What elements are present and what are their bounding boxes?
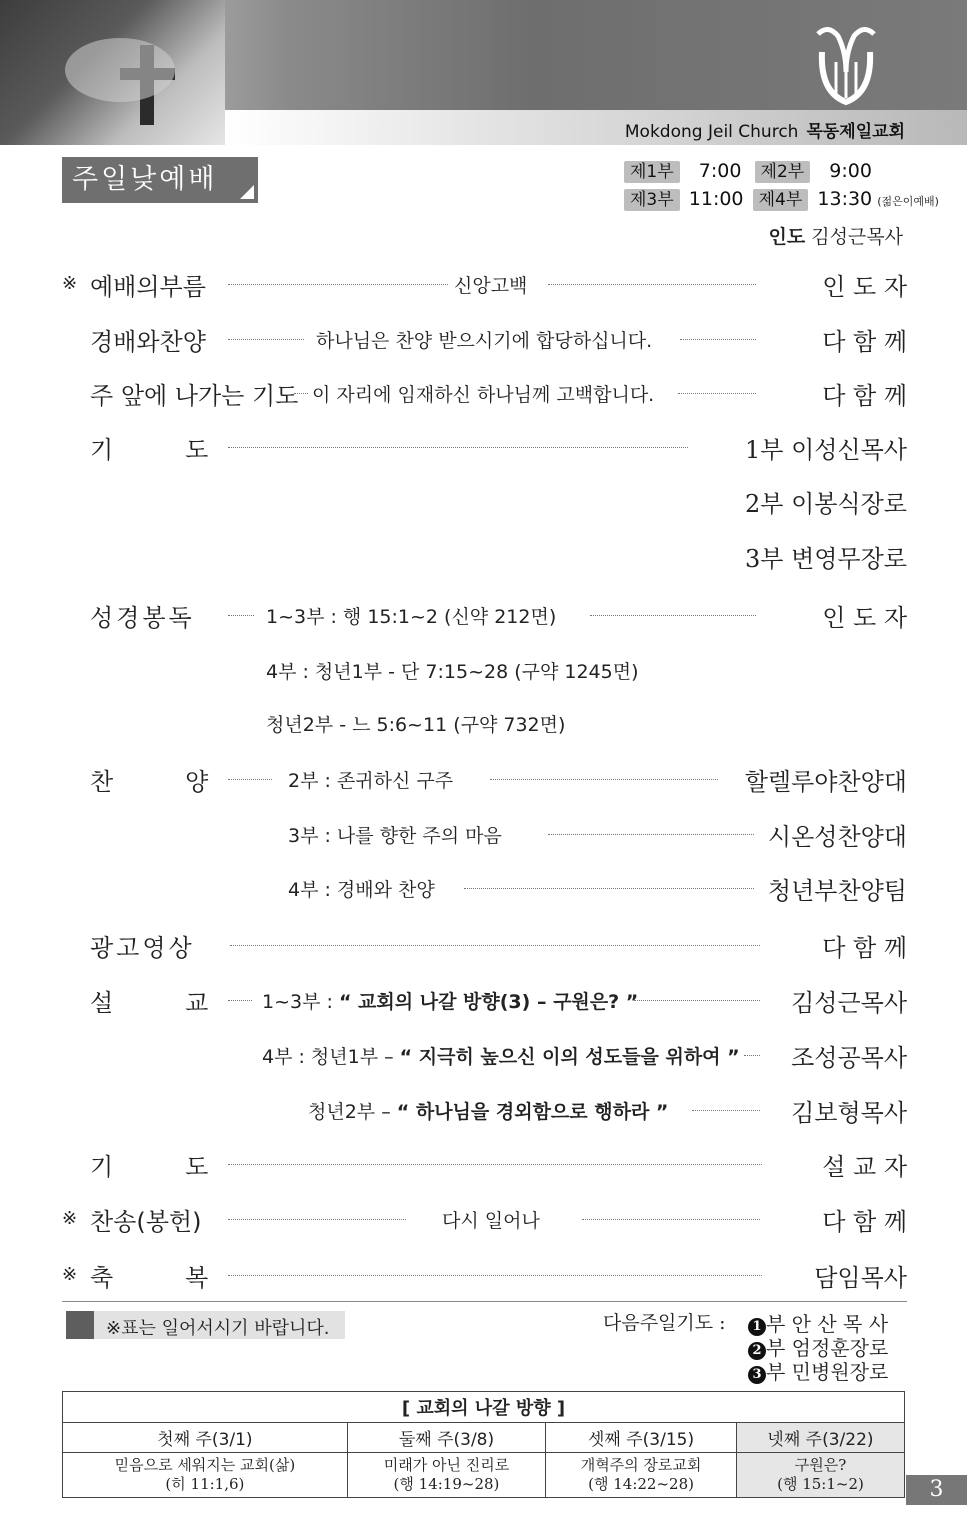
- order-detail: 다시 일어나: [442, 1210, 540, 1232]
- table-title: [ 교회의 나갈 방향 ]: [63, 1392, 905, 1423]
- leader-dots: [548, 284, 756, 285]
- schedule-label: 제3부: [624, 189, 680, 211]
- order-responsible: 다 함 께: [822, 934, 907, 962]
- stand-mark: ※: [62, 1264, 78, 1285]
- leader-dots: [228, 447, 688, 448]
- order-label: 찬 양: [90, 768, 209, 796]
- title-corner-mark: [240, 185, 254, 199]
- week-topic: 미래가 아닌 진리로: [383, 1456, 510, 1474]
- leader-dots: [228, 1164, 762, 1165]
- number-badge: 3: [748, 1366, 766, 1384]
- week-header: 넷째 주(3/22): [736, 1423, 904, 1453]
- next-prayer-text: 부 민병원장로: [766, 1360, 889, 1384]
- schedule-time: 13:30: [817, 188, 873, 210]
- order-sermon-3: [62, 1091, 907, 1131]
- stand-note-square: [66, 1311, 94, 1339]
- next-prayer-text: 부 안 산 목 사: [766, 1312, 889, 1336]
- week-topic-cell: [736, 1453, 904, 1498]
- prayer-leader-3: 3부 변영무장로: [744, 545, 907, 573]
- number-badge: 1: [748, 1318, 766, 1336]
- schedule-note: (젊은이예배): [877, 195, 939, 208]
- order-benediction: [62, 1256, 907, 1296]
- schedule-time: 7:00: [698, 160, 742, 182]
- order-responsible: 인 도 자: [822, 604, 907, 632]
- order-responsible: 인 도 자: [822, 273, 907, 301]
- leader-label: 인도: [768, 226, 806, 248]
- leader-dots: [744, 1055, 760, 1056]
- order-closing-prayer: [62, 1145, 907, 1185]
- order-hymn: [62, 1200, 907, 1240]
- order-responsible: 다 함 께: [822, 328, 907, 356]
- leader-dots: [490, 779, 718, 780]
- choir-song: 4부 : 경배와 찬양: [288, 879, 435, 901]
- order-announcement: [62, 926, 907, 966]
- leader-dots: [678, 393, 756, 394]
- week-topic-cell: [63, 1453, 348, 1498]
- leader-dots: [680, 339, 756, 340]
- preacher: 김보형목사: [791, 1099, 907, 1127]
- church-name-ko: 목동제일교회: [806, 122, 905, 142]
- week-topic-cell: [347, 1453, 545, 1498]
- order-label: 찬송(봉헌): [90, 1208, 202, 1236]
- order-prayer-2: [62, 482, 907, 522]
- stand-mark: ※: [62, 1208, 78, 1229]
- sermon-title: “ 하나님을 경외함으로 행하라 ”: [396, 1101, 669, 1123]
- leader-dots: [294, 393, 308, 394]
- leader-dots: [634, 1000, 760, 1001]
- schedule-time: 9:00: [829, 160, 872, 182]
- week-topic: 개혁주의 장로교회: [580, 1456, 702, 1474]
- page-number: 3: [906, 1475, 967, 1505]
- next-prayer-text: 부 엄정훈장로: [766, 1336, 889, 1360]
- order-choir-2: [62, 815, 907, 855]
- direction-table: [62, 1391, 905, 1498]
- prayer-leader-2: 2부 이봉식장로: [744, 490, 907, 518]
- next-prayer-label: 다음주일기도 :: [603, 1312, 726, 1334]
- sermon-line: [262, 1042, 740, 1069]
- order-label: 주 앞에 나가는 기도: [90, 382, 299, 410]
- schedule-label: 제4부: [753, 189, 809, 211]
- leader-dots: [228, 779, 272, 780]
- sermon-prefix: 4부 : 청년1부 –: [262, 1046, 400, 1068]
- leader-dots: [228, 1275, 762, 1276]
- order-responsible: 설 교 자: [822, 1153, 907, 1181]
- order-label: 경배와찬양: [90, 328, 206, 356]
- leader-dots: [228, 284, 448, 285]
- cross-icon: [0, 0, 225, 145]
- order-confession: [62, 374, 907, 414]
- choir-name: 청년부찬양팀: [767, 877, 907, 905]
- footer-divider: [62, 1301, 907, 1302]
- number-badge: 2: [748, 1342, 766, 1360]
- sermon-title: “ 지극히 높으신 이의 성도들을 위하여 ”: [399, 1046, 740, 1068]
- sermon-prefix: 1~3부 :: [262, 991, 339, 1013]
- leader-dots: [464, 888, 754, 889]
- choir-name: 시온성찬양대: [767, 823, 907, 851]
- leader-dots: [692, 1110, 760, 1111]
- scripture-line-1: 1~3부 : 행 15:1~2 (신약 212면): [266, 606, 557, 628]
- service-leader: [769, 222, 904, 249]
- leader-dots: [228, 339, 304, 340]
- order-label: 축 복: [90, 1264, 209, 1292]
- order-label: 기 도: [90, 436, 209, 464]
- week-ref: (행 15:1~2): [777, 1475, 864, 1493]
- order-label: 기 도: [90, 1153, 209, 1181]
- stand-note: ※표는 일어서시기 바랍니다.: [106, 1318, 330, 1339]
- scripture-line-3: 청년2부 - 느 5:6~11 (구약 732면): [266, 714, 566, 736]
- order-label: 성경봉독: [90, 604, 195, 632]
- lyre-logo-icon: [808, 22, 884, 110]
- order-responsible: 다 함 께: [822, 382, 907, 410]
- choir-song: 2부 : 존귀하신 구주: [288, 770, 454, 792]
- choir-name: 할렐루야찬양대: [744, 768, 907, 796]
- order-choir-1: [62, 760, 907, 800]
- choir-song: 3부 : 나를 향한 주의 마음: [288, 825, 502, 847]
- week-ref: (행 14:22~28): [588, 1475, 694, 1493]
- week-header: 첫째 주(3/1): [63, 1423, 348, 1453]
- leader-dots: [590, 615, 756, 616]
- sermon-prefix: 청년2부 –: [308, 1101, 397, 1123]
- church-name-en: Mokdong Jeil Church: [624, 122, 799, 142]
- stand-mark: ※: [62, 273, 78, 294]
- sermon-title: “ 교회의 나갈 방향(3) – 구원은? ”: [338, 991, 639, 1013]
- week-topic: 믿음으로 세워지는 교회(삶): [114, 1456, 296, 1474]
- order-responsible: 다 함 께: [822, 1208, 907, 1236]
- leader-name: 김성근목사: [811, 226, 903, 248]
- leader-dots: [548, 834, 754, 835]
- order-detail: 신앙고백: [454, 275, 528, 297]
- schedule-row-2: [624, 185, 939, 210]
- week-topic: 구원은?: [794, 1456, 847, 1474]
- sermon-line: [262, 987, 638, 1014]
- week-header: 둘째 주(3/8): [347, 1423, 545, 1453]
- schedule-label: 제2부: [755, 161, 811, 183]
- week-ref: (행 14:19~28): [393, 1475, 500, 1493]
- prayer-leader-1: 1부 이성신목사: [744, 436, 907, 464]
- order-choir-3: [62, 869, 907, 909]
- leader-dots: [582, 1219, 760, 1220]
- order-label: 예배의부름: [90, 273, 206, 301]
- order-sermon-2: [62, 1036, 907, 1076]
- service-title: [62, 157, 258, 203]
- leader-dots: [228, 1219, 406, 1220]
- order-responsible: 담임목사: [814, 1264, 907, 1292]
- schedule-time: 11:00: [688, 188, 744, 210]
- week-ref: (히 11:1,6): [165, 1475, 245, 1493]
- praying-hands-photo: [0, 0, 225, 145]
- leader-dots: [228, 615, 254, 616]
- service-title-text: 주일낮예배: [72, 164, 218, 195]
- scripture-line-2: 4부 : 청년1부 - 단 7:15~28 (구약 1245면): [266, 661, 639, 683]
- week-header: 셋째 주(3/15): [546, 1423, 737, 1453]
- preacher: 김성근목사: [791, 989, 907, 1017]
- order-prayer-3: [62, 537, 907, 577]
- week-topic-cell: [546, 1453, 737, 1498]
- order-prayer: [62, 428, 907, 468]
- next-prayer-3: [748, 1356, 888, 1385]
- order-detail: 이 자리에 임재하신 하나님께 고백합니다.: [312, 384, 655, 406]
- schedule-row-1: [624, 157, 872, 182]
- schedule-label: 제1부: [624, 161, 680, 183]
- leader-dots: [228, 1000, 252, 1001]
- preacher: 조성공목사: [791, 1044, 907, 1072]
- leader-dots: [230, 945, 760, 946]
- order-scripture: [62, 596, 907, 636]
- order-sermon-1: [62, 981, 907, 1021]
- order-call-to-worship: [62, 265, 907, 305]
- order-detail: 하나님은 찬양 받으시기에 합당하십니다.: [316, 330, 653, 352]
- order-praise: [62, 320, 907, 360]
- order-label: 광고영상: [90, 934, 195, 962]
- order-label: 설 교: [90, 989, 209, 1017]
- sermon-line: [308, 1097, 668, 1124]
- church-name: [625, 117, 905, 142]
